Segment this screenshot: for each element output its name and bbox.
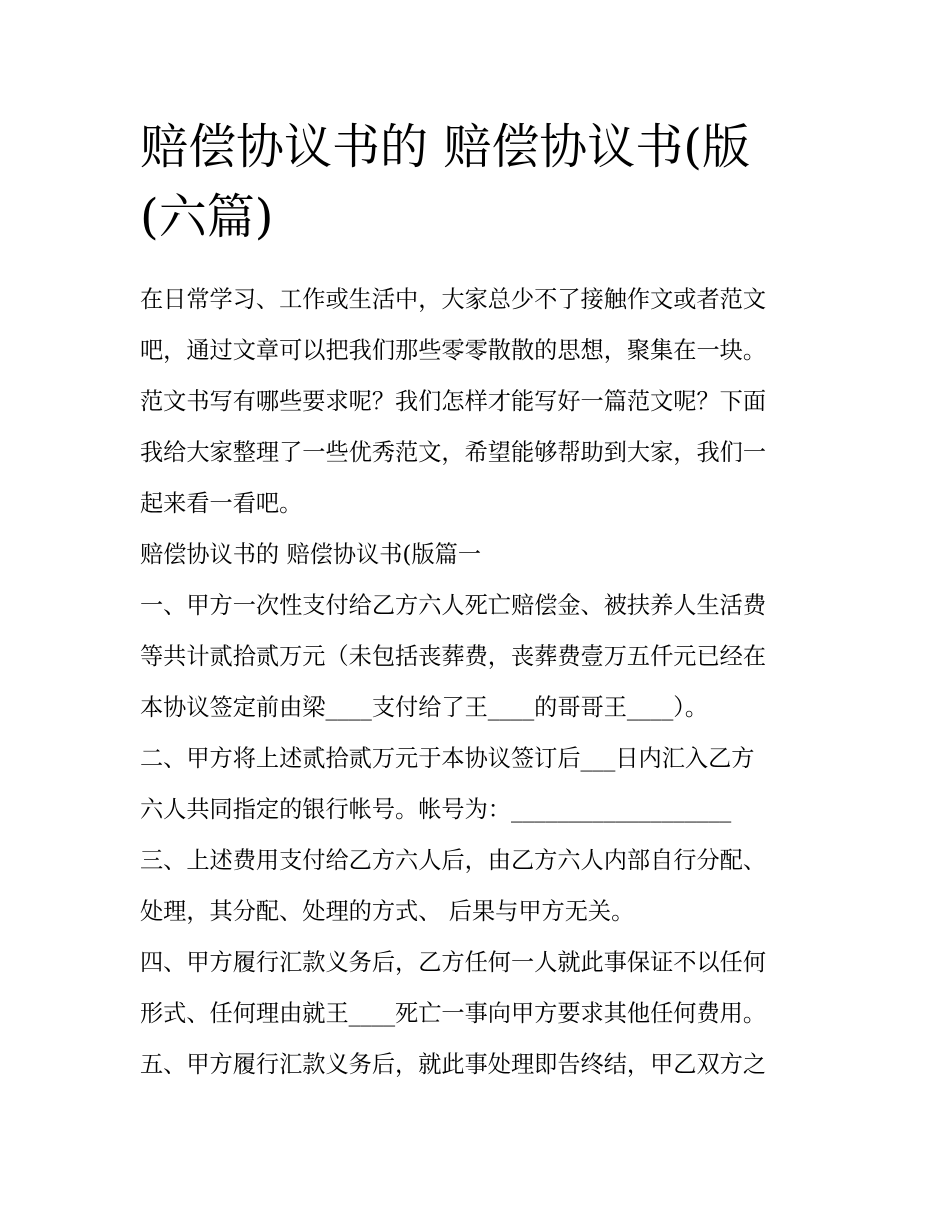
document-title [140, 112, 820, 252]
text-line: 本协议签定前由梁____支付给了王____的哥哥王____）。 [140, 694, 709, 721]
text-line: 二、甲方将上述贰拾贰万元于本协议签订后___日内汇入乙方 [140, 745, 755, 772]
text-line: 范文书写有哪些要求呢？我们怎样才能写好一篇范文呢？下面 [140, 388, 767, 415]
text-line: 处理，其分配、处理的方式、 后果与甲方无关。 [140, 898, 635, 925]
text-line: 一、甲方一次性支付给乙方六人死亡赔偿金、被扶养人生活费 [140, 592, 767, 619]
text-line: 等共计贰拾贰万元（未包括丧葬费，丧葬费壹万五仟元已经在 [140, 643, 767, 670]
document-page [140, 112, 820, 1090]
text-line: 五、甲方履行汇款义务后，就此事处理即告终结，甲乙双方之 [140, 1051, 767, 1078]
document-body [140, 274, 820, 1090]
title-line: (六篇) [140, 189, 274, 245]
section-heading: 赔偿协议书的 赔偿协议书(版篇一 [140, 541, 482, 568]
text-line: 三、上述费用支付给乙方六人后，由乙方六人内部自行分配、 [140, 847, 767, 874]
text-line: 吧，通过文章可以把我们那些零零散散的思想，聚集在一块。 [140, 337, 767, 364]
text-line: 起来看一看吧。 [140, 490, 303, 517]
text-line: 形式、任何理由就王____死亡一事向甲方要求其他任何费用。 [140, 1000, 767, 1027]
text-line: 在日常学习、工作或生活中，大家总少不了接触作文或者范文 [140, 286, 767, 313]
text-line: 四、甲方履行汇款义务后，乙方任何一人就此事保证不以任何 [140, 949, 767, 976]
title-line: 赔偿协议书的 赔偿协议书(版 [140, 119, 750, 175]
text-line: 我给大家整理了一些优秀范文，希望能够帮助到大家，我们一 [140, 439, 767, 466]
text-line: 六人共同指定的银行帐号。帐号为：___________________ [140, 796, 732, 823]
